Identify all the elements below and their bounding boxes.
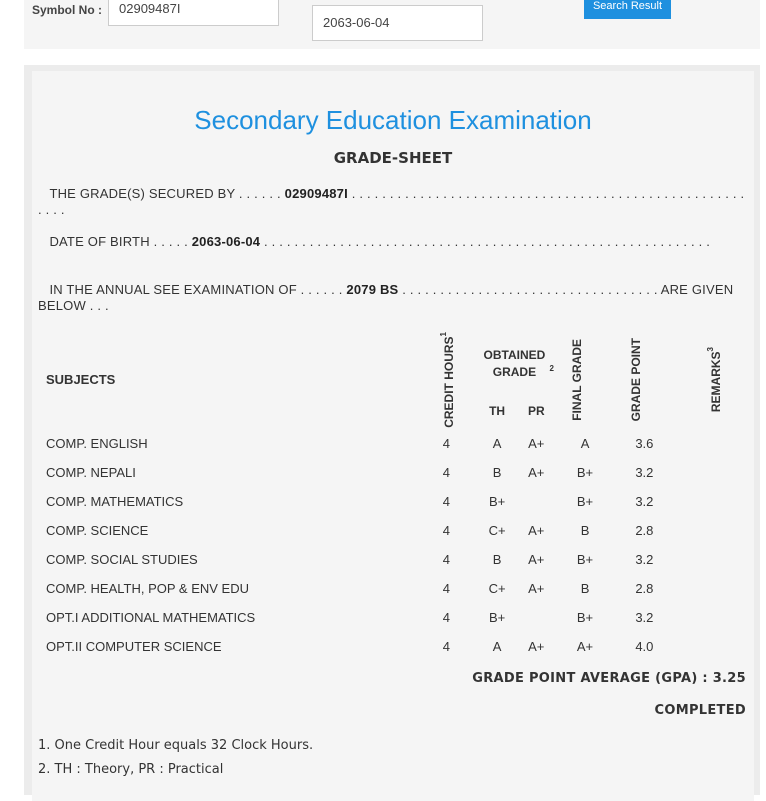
remarks-label: REMARKS (709, 351, 724, 413)
obtained-grade-sup: 2 (549, 364, 554, 373)
grade-point-cell: 3.2 (615, 459, 673, 486)
exam-year-prefix: IN THE ANNUAL SEE EXAMINATION OF . . . . . . (49, 282, 343, 297)
final-grade-label: FINAL GRADE (570, 339, 585, 421)
footnote-credit-hour: 1. One Credit Hour equals 32 Clock Hours. (38, 738, 314, 753)
theory-grade-cell: B+ (478, 604, 515, 631)
secured-by-suffix: . . . . . . . . . . . . . . . . . . . . . . . . . . . . . . . . . . . . . . . . . . . . . . . . . . . . . . . . (38, 186, 745, 217)
final-grade-header (557, 332, 613, 428)
grade-point-header (615, 332, 673, 428)
subject-cell: COMP. ENGLISH (34, 430, 414, 457)
final-grade-cell: B+ (557, 459, 613, 486)
grade-point-cell: 3.2 (615, 488, 673, 515)
grade-point-label: GRADE POINT (629, 338, 644, 422)
credit-hours-cell: 4 (416, 604, 476, 631)
practical-grade-cell: A+ (518, 517, 555, 544)
grade-sheet-title: GRADE-SHEET (333, 149, 453, 167)
subject-cell: OPT.I ADDITIONAL MATHEMATICS (34, 604, 414, 631)
obtained-grade-label: OBTAINED GRADE (483, 348, 546, 379)
result-status: COMPLETED (654, 703, 746, 718)
remarks-cell (676, 459, 752, 486)
credit-hours-cell: 4 (416, 546, 476, 573)
final-grade-cell: A+ (557, 633, 613, 660)
gpa-summary: GRADE POINT AVERAGE (GPA) : 3.25 (472, 671, 746, 686)
secured-by-line (38, 186, 750, 218)
dob-line-suffix: . . . . . . . . . . . . . . . . . . . . . . . . . . . . . . . . . . . . . . . . . . . . . . . . . . . . . . . . . . . (264, 234, 711, 249)
table-row (34, 546, 752, 573)
remarks-cell (676, 604, 752, 631)
table-row (34, 604, 752, 631)
subject-cell: COMP. HEALTH, POP & ENV EDU (34, 575, 414, 602)
secured-by-prefix: THE GRADE(S) SECURED BY . . . . . . (49, 186, 281, 201)
table-row (34, 633, 752, 660)
th-header: TH (478, 394, 515, 428)
grade-point-cell: 3.2 (615, 546, 673, 573)
practical-grade-cell: A+ (518, 546, 555, 573)
grade-sheet (32, 71, 754, 801)
remarks-cell (676, 546, 752, 573)
credit-hours-cell: 4 (416, 633, 476, 660)
credit-hours-label: CREDIT HOURS (441, 336, 456, 428)
symbol-label: Symbol No : (32, 3, 103, 17)
theory-grade-cell: C+ (478, 575, 515, 602)
search-panel (24, 0, 760, 49)
grades-table (32, 330, 754, 662)
theory-grade-cell: C+ (478, 517, 515, 544)
dob-line-prefix: DATE OF BIRTH . . . . . (49, 234, 188, 249)
subject-cell: COMP. SOCIAL STUDIES (34, 546, 414, 573)
footnote-th-pr: 2. TH : Theory, PR : Practical (38, 762, 224, 777)
theory-grade-cell: B (478, 546, 515, 573)
theory-grade-cell: B+ (478, 488, 515, 515)
subject-cell: OPT.II COMPUTER SCIENCE (34, 633, 414, 660)
credit-hours-cell: 4 (416, 488, 476, 515)
final-grade-cell: B+ (557, 604, 613, 631)
subjects-header: SUBJECTS (34, 332, 414, 428)
theory-grade-cell: B (478, 459, 515, 486)
result-card (24, 65, 760, 795)
practical-grade-cell: A+ (518, 575, 555, 602)
grade-rows (34, 430, 752, 660)
symbol-number-input[interactable]: 02909487I (108, 0, 279, 26)
credit-hours-sup: 1 (438, 332, 448, 337)
practical-grade-cell: A+ (518, 430, 555, 457)
remarks-cell (676, 575, 752, 602)
practical-grade-cell (518, 488, 555, 515)
remarks-cell (676, 430, 752, 457)
subject-cell: COMP. SCIENCE (34, 517, 414, 544)
final-grade-cell: B+ (557, 488, 613, 515)
grade-point-cell: 4.0 (615, 633, 673, 660)
theory-grade-cell: A (478, 633, 515, 660)
grade-point-cell: 3.6 (615, 430, 673, 457)
remarks-cell (676, 517, 752, 544)
exam-year-line (38, 282, 750, 314)
credit-hours-header (416, 332, 476, 428)
credit-hours-cell: 4 (416, 575, 476, 602)
pr-header: PR (518, 394, 555, 428)
theory-grade-cell: A (478, 430, 515, 457)
table-row (34, 430, 752, 457)
final-grade-cell: A (557, 430, 613, 457)
exam-title: Secondary Education Examination (194, 105, 592, 135)
remarks-sup: 3 (706, 347, 716, 352)
dob-line-value: 2063-06-04 (191, 234, 261, 249)
practical-grade-cell: A+ (518, 459, 555, 486)
credit-hours-cell: 4 (416, 430, 476, 457)
subject-cell: COMP. NEPALI (34, 459, 414, 486)
final-grade-cell: B (557, 575, 613, 602)
date-of-birth-input[interactable]: 2063-06-04 (312, 5, 483, 41)
credit-hours-cell: 4 (416, 517, 476, 544)
grade-point-cell: 2.8 (615, 517, 673, 544)
secured-by-value: 02909487I (284, 186, 348, 201)
final-grade-cell: B+ (557, 546, 613, 573)
practical-grade-cell: A+ (518, 633, 555, 660)
obtained-grade-header (478, 332, 554, 392)
search-result-button[interactable]: Search Result (584, 0, 671, 19)
exam-year-suffix: . . . . . . . . . . . . . . . . . . . . . . . . . . . . . . . . . . ARE GIVEN BELOW . . . (38, 282, 734, 313)
dob-line (38, 234, 750, 250)
final-grade-cell: B (557, 517, 613, 544)
credit-hours-cell: 4 (416, 459, 476, 486)
grade-point-cell: 2.8 (615, 575, 673, 602)
table-row (34, 488, 752, 515)
remarks-cell (676, 633, 752, 660)
table-row (34, 459, 752, 486)
practical-grade-cell (518, 604, 555, 631)
remarks-cell (676, 488, 752, 515)
subject-cell: COMP. MATHEMATICS (34, 488, 414, 515)
exam-year-value: 2079 BS (346, 282, 399, 297)
remarks-header (676, 332, 752, 428)
table-row (34, 575, 752, 602)
table-row (34, 517, 752, 544)
grade-point-cell: 3.2 (615, 604, 673, 631)
